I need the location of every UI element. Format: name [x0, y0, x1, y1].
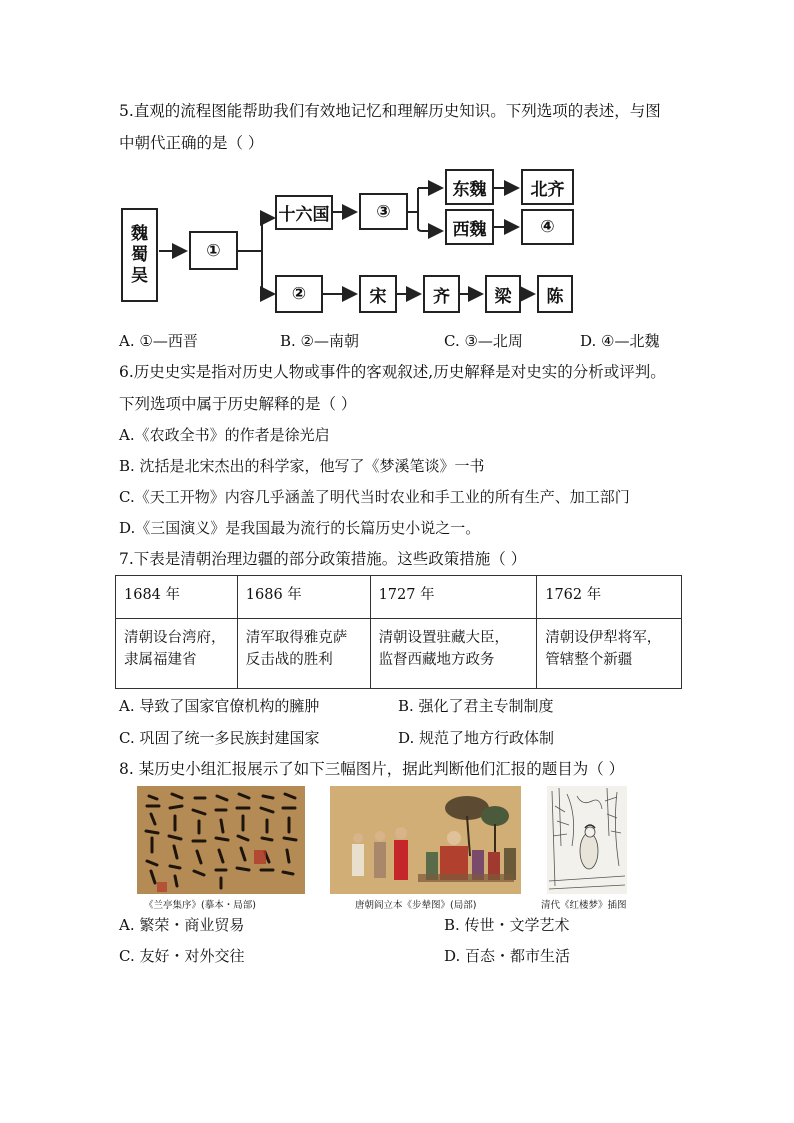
q7-stem: 7.下表是清朝治理边疆的部分政策措施。这些政策措施（ ）	[119, 550, 527, 568]
box-qi: 齐	[423, 275, 460, 313]
table-cell-year: 1686 年	[237, 576, 370, 619]
table-row-policies	[116, 619, 682, 689]
q6-option-b: B. 沈括是北宋杰出的科学家，他写了《梦溪笔谈》一书	[119, 457, 485, 475]
q6-option-d: D.《三国演义》是我国最为流行的长篇历史小说之一。	[119, 519, 481, 537]
q5-option-c: C. ③—北周	[444, 332, 523, 350]
policy-text: 清朝设台湾府，	[124, 630, 226, 646]
q7-option-d: D. 规范了地方行政体制	[398, 729, 555, 747]
illustration-drawing	[547, 786, 627, 894]
q6-stem-line2: 下列选项中属于历史解释的是（ ）	[119, 395, 357, 413]
box-4: ④	[521, 209, 574, 245]
q8-option-a: A. 繁荣・商业贸易	[119, 916, 245, 934]
q5-option-a: A. ①—西晋	[119, 332, 198, 350]
policy-text: 清朝设伊犁将军，	[545, 630, 662, 646]
policy-text: 清军取得雅克萨	[245, 630, 348, 646]
caption-hongloumeng: 清代《红楼梦》插图	[541, 900, 627, 911]
box-wu: 吴	[131, 265, 148, 286]
q7-option-b: B. 强化了君主专制制度	[398, 697, 554, 715]
policy-text: 反击战的胜利	[245, 652, 333, 668]
q5-option-b: B. ②—南朝	[280, 332, 360, 350]
q8-option-c: C. 友好・对外交往	[119, 947, 245, 965]
q6-stem-line1: 6.历史史实是指对历史人物或事件的客观叙述,历史解释是对史实的分析或评判。	[119, 363, 666, 381]
box-wei-shu-wu	[121, 208, 158, 302]
policy-text: 隶属福建省	[124, 652, 197, 668]
flow-arrows	[0, 0, 794, 330]
q5-stem-line1: 5.直观的流程图能帮助我们有效地记忆和理解历史知识。下列选项的表述，与图	[119, 102, 661, 120]
box-3: ③	[359, 193, 408, 230]
table-cell-year: 1727 年	[370, 576, 537, 619]
q6-option-c: C.《天工开物》内容几乎涵盖了明代当时农业和手工业的所有生产、加工部门	[119, 488, 630, 506]
q6-option-a: A.《农政全书》的作者是徐光启	[119, 426, 330, 444]
policy-text: 清朝设置驻藏大臣，	[378, 630, 510, 646]
box-sixteen-kingdoms: 十六国	[275, 195, 333, 230]
table-cell-year: 1684 年	[116, 576, 238, 619]
box-liang: 梁	[485, 275, 521, 313]
box-song: 宋	[359, 275, 397, 313]
policy-table	[115, 575, 682, 689]
box-north-qi: 北齐	[521, 169, 574, 205]
box-east-wei: 东魏	[445, 169, 494, 205]
table-cell-policy	[237, 619, 370, 689]
table-cell-policy	[537, 619, 682, 689]
policy-text: 管辖整个新疆	[545, 652, 633, 668]
box-wei: 魏	[131, 223, 148, 244]
q8-option-d: D. 百态・都市生活	[444, 947, 571, 965]
policy-text: 监督西藏地方政务	[378, 652, 495, 668]
q8-stem: 8. 某历史小组汇报展示了如下三幅图片，据此判断他们汇报的题目为（ ）	[119, 760, 625, 778]
box-2: ②	[275, 275, 323, 313]
q7-option-c: C. 巩固了统一多民族封建国家	[119, 729, 320, 747]
caption-lanting: 《兰亭集序》(摹本・局部)	[144, 900, 256, 911]
bunian-painting-image	[330, 786, 521, 894]
table-cell-policy	[370, 619, 537, 689]
table-cell-policy	[116, 619, 238, 689]
painting-drawing	[330, 786, 521, 894]
hongloumeng-illustration-image	[547, 786, 627, 894]
q8-option-b: B. 传世・文学艺术	[444, 916, 570, 934]
q7-option-a: A. 导致了国家官僚机构的臃肿	[119, 697, 320, 715]
table-row-years	[116, 576, 682, 619]
q5-option-d: D. ④—北魏	[580, 332, 660, 350]
table-cell-year: 1762 年	[537, 576, 682, 619]
box-shu: 蜀	[131, 244, 148, 265]
lanting-calligraphy-image	[137, 786, 305, 894]
box-1: ①	[189, 231, 238, 270]
q5-stem-line2: 中朝代正确的是（ ）	[119, 134, 264, 152]
calligraphy-drawing	[137, 786, 305, 894]
box-west-wei: 西魏	[445, 209, 494, 245]
caption-bunian: 唐朝阎立本《步辇图》(局部)	[355, 900, 477, 911]
box-chen: 陈	[537, 275, 573, 313]
